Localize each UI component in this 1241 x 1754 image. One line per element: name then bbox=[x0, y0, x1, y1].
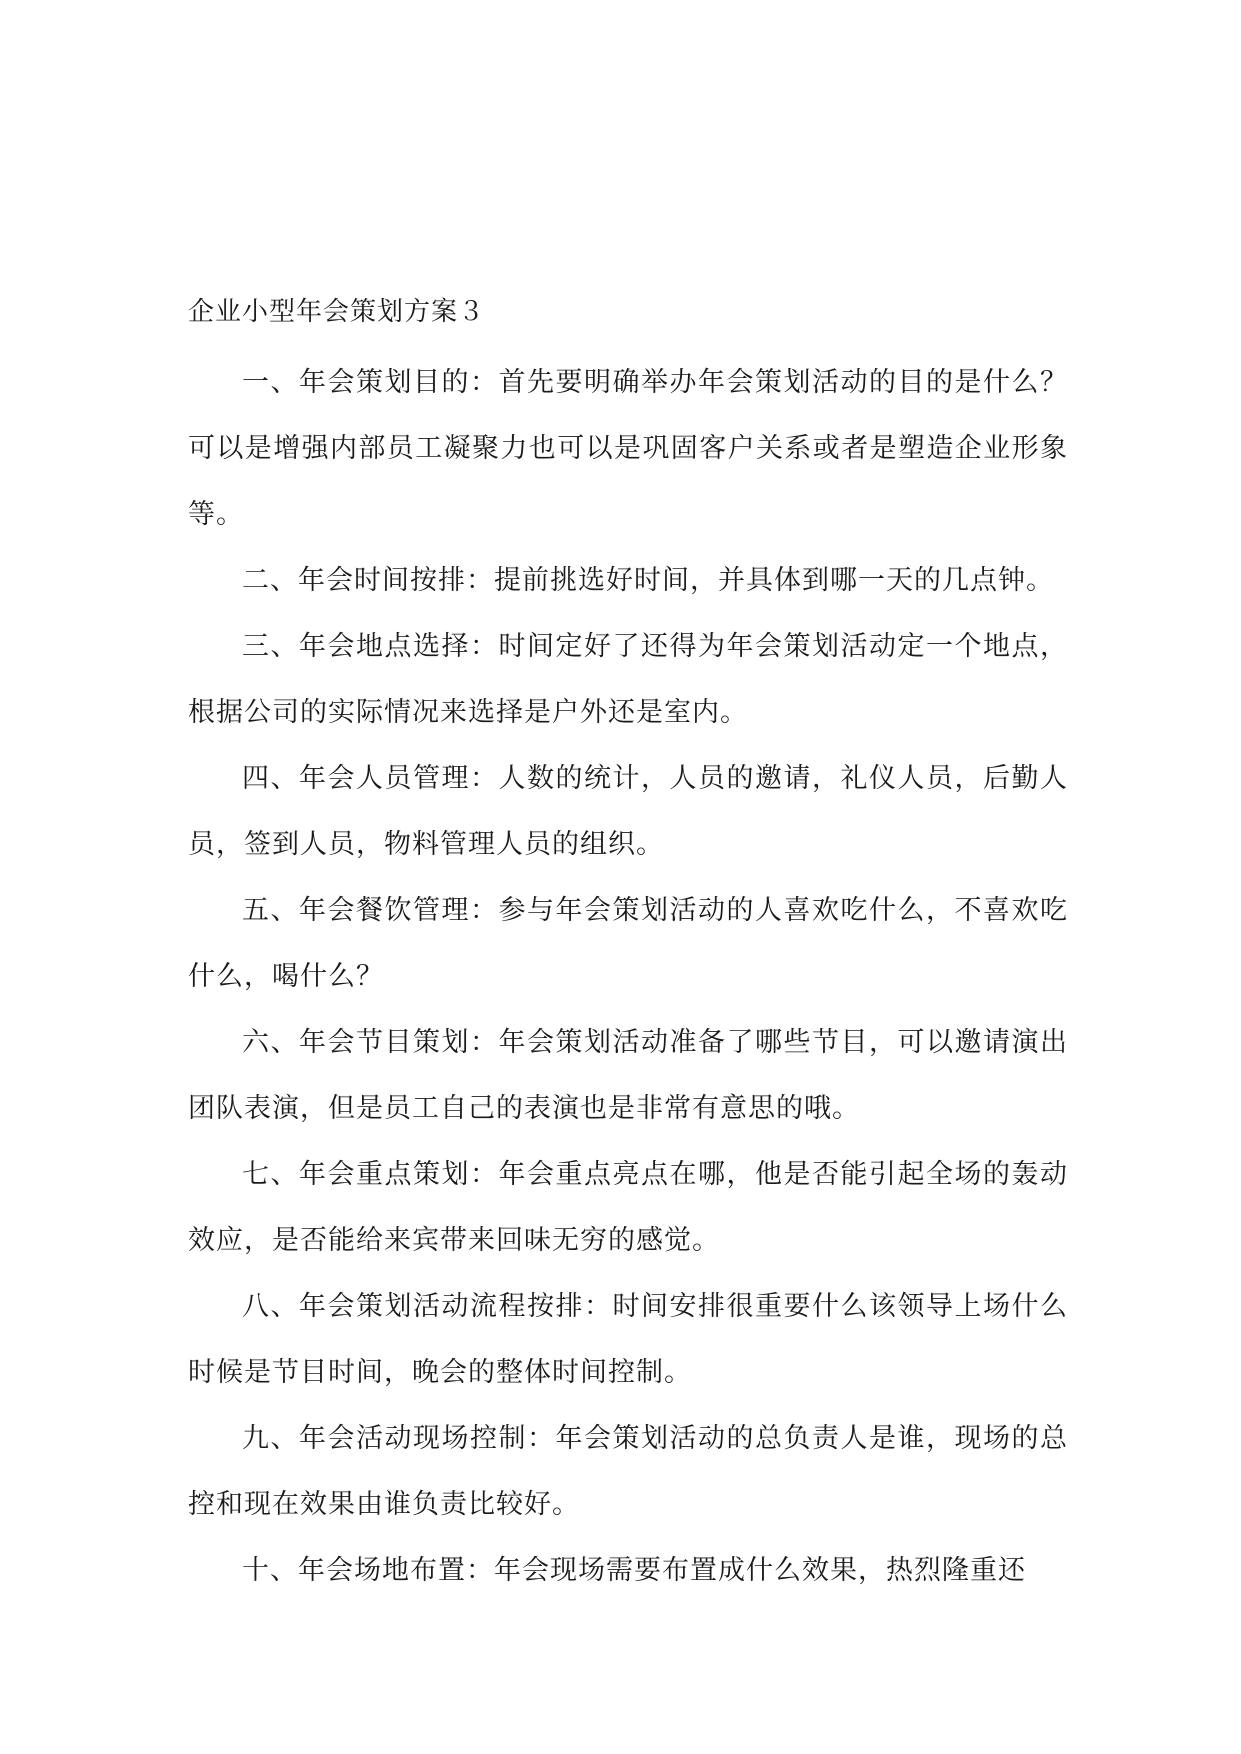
paragraph-catering: 五、年会餐饮管理：参与年会策划活动的人喜欢吃什么，不喜欢吃什么，喝什么？ bbox=[188, 895, 1068, 992]
paragraph-highlight: 七、年会重点策划：年会重点亮点在哪，他是否能引起全场的轰动效应，是否能给来宾带来回味无穷的感觉。 bbox=[188, 1159, 1068, 1256]
paragraph-purpose: 一、年会策划目的：首先要明确举办年会策划活动的目的是什么？可以是增强内部员工凝聚力也可以是巩固客户关系或者是塑造企业形象等。 bbox=[188, 367, 1068, 530]
paragraph-location: 三、年会地点选择：时间定好了还得为年会策划活动定一个地点，根据公司的实际情况来选择是户外还是室内。 bbox=[188, 631, 1068, 728]
paragraph-flow: 八、年会策划活动流程按排：时间安排很重要什么该领导上场什么时候是节目时间，晚会的整体时间控制。 bbox=[188, 1291, 1068, 1388]
paragraph-program: 六、年会节目策划：年会策划活动准备了哪些节目，可以邀请演出团队表演，但是员工自己的表演也是非常有意思的哦。 bbox=[188, 1027, 1068, 1124]
paragraph-onsite-control: 九、年会活动现场控制：年会策划活动的总负责人是谁，现场的总控和现在效果由谁负责比较好。 bbox=[188, 1423, 1068, 1520]
document-title: 企业小型年会策划方案３ bbox=[188, 297, 486, 327]
paragraph-personnel: 四、年会人员管理：人数的统计，人员的邀请，礼仪人员，后勤人员，签到人员，物料管理人员的组织。 bbox=[188, 763, 1068, 860]
document-body bbox=[188, 290, 1068, 1604]
paragraph-time: 二、年会时间按排：提前挑选好时间，并具体到哪一天的几点钟。 bbox=[242, 565, 1054, 596]
paragraph-venue-setup: 十、年会场地布置：年会现场需要布置成什么效果，热烈隆重还 bbox=[242, 1555, 1026, 1586]
